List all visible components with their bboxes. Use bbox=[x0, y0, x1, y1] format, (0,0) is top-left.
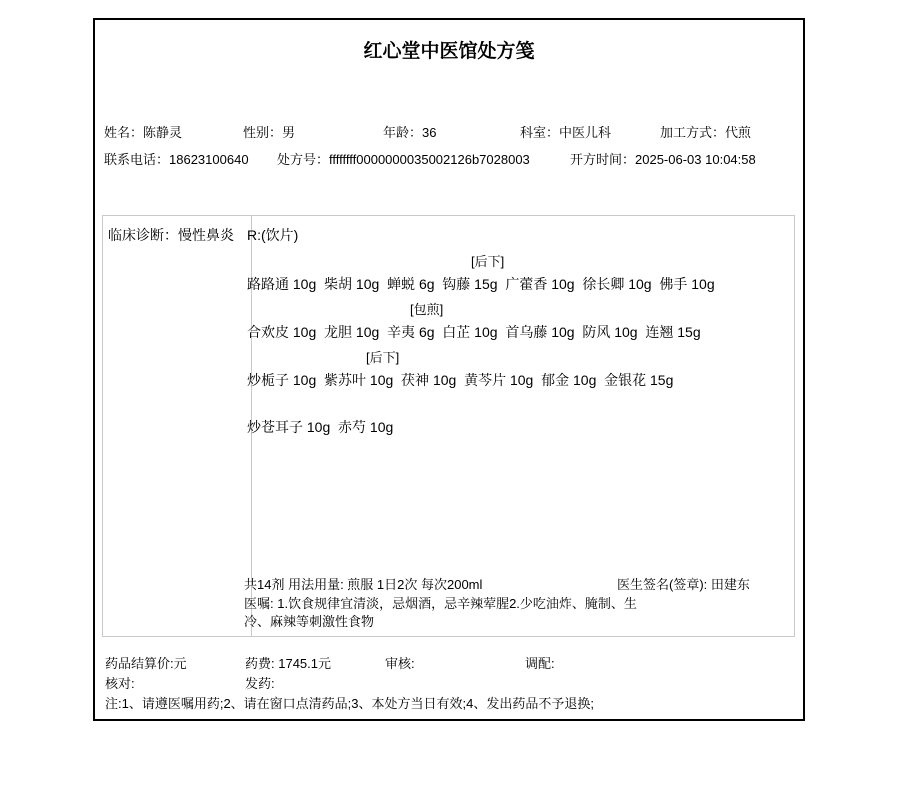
rx-number-value: ffffffff0000000035002126b7028003 bbox=[329, 152, 530, 167]
patient-name-field bbox=[104, 125, 182, 141]
issue-time-field bbox=[570, 152, 756, 168]
patient-department-label: 科室： bbox=[520, 125, 560, 140]
rx-number-label: 处方号： bbox=[277, 152, 330, 167]
patient-age-field bbox=[383, 125, 436, 141]
patient-department-field bbox=[520, 125, 611, 141]
fee-value: 1745.1元 bbox=[278, 656, 331, 671]
check-field: 核对: bbox=[105, 676, 135, 691]
settle-price-value: 元 bbox=[173, 656, 187, 671]
medical-advice: 医嘱: 1.饮食规律宜清淡，忌烟酒，忌辛辣荤腥2.少吃油炸、腌制、生冷、麻辣等刺激性食物 bbox=[244, 596, 637, 629]
contact-phone-field bbox=[104, 152, 249, 168]
fee-label: 药费: bbox=[245, 656, 279, 671]
prepare-field: 调配: bbox=[525, 656, 555, 671]
herb-line: 合欢皮 10g 龙胆 10g 辛夷 6g 白芷 10g 首乌藤 10g 防风 10g 连翘 15g bbox=[247, 324, 701, 340]
page-title: 红心堂中医馆处方笺 bbox=[363, 41, 535, 62]
patient-gender-field bbox=[243, 125, 295, 141]
settle-price-label: 药品结算价: bbox=[105, 656, 174, 671]
herb-line: 路路通 10g 柴胡 10g 蝉蜕 6g 钩藤 15g 广藿香 10g 徐长卿 10g 佛手 10g bbox=[247, 276, 715, 292]
patient-age-label: 年龄： bbox=[383, 125, 423, 140]
rx-header: R:(饮片) bbox=[247, 227, 299, 243]
audit-field: 审核: bbox=[385, 656, 415, 671]
dispense-field: 发药: bbox=[245, 676, 275, 691]
decoct-tag: [包煎] bbox=[410, 302, 444, 317]
processing-method-label: 加工方式： bbox=[660, 125, 726, 140]
patient-gender-value: 男 bbox=[282, 125, 296, 140]
note-line: 注:1、请遵医嘱用药;2、请在窗口点清药品;3、本处方当日有效;4、发出药品不予退换; bbox=[105, 696, 594, 711]
doctor-signature-label: 医生签名(签章): bbox=[617, 577, 711, 592]
contact-phone-label: 联系电话： bbox=[104, 152, 170, 167]
prescription-table bbox=[102, 215, 795, 637]
diagnosis-label: 临床诊断： bbox=[108, 227, 178, 243]
doctor-signature-value: 田建东 bbox=[710, 577, 750, 592]
fee-field bbox=[245, 656, 331, 672]
processing-method-value: 代煎 bbox=[725, 125, 752, 140]
usage-line: 共14剂 用法用量: 煎服 1日2次 每次200ml bbox=[244, 577, 483, 592]
decoct-tag: [后下] bbox=[366, 350, 400, 365]
patient-age-value: 36 bbox=[422, 125, 437, 140]
diagnosis-cell bbox=[103, 216, 252, 636]
herb-line: 炒栀子 10g 紫苏叶 10g 茯神 10g 黄芩片 10g 郁金 10g 金银花 15g bbox=[247, 372, 674, 388]
patient-department-value: 中医儿科 bbox=[559, 125, 612, 140]
rx-cell bbox=[243, 216, 794, 636]
issue-time-value: 2025-06-03 10:04:58 bbox=[635, 152, 756, 167]
herb-line: 炒苍耳子 10g 赤芍 10g bbox=[247, 419, 394, 435]
doctor-signature-field bbox=[617, 577, 750, 593]
patient-gender-label: 性别： bbox=[243, 125, 283, 140]
diagnosis-value: 慢性鼻炎 bbox=[178, 227, 234, 243]
rx-number-field bbox=[277, 152, 530, 168]
issue-time-label: 开方时间： bbox=[570, 152, 636, 167]
decoct-tag: [后下] bbox=[471, 254, 505, 269]
processing-method-field bbox=[660, 125, 751, 141]
patient-name-label: 姓名： bbox=[104, 125, 144, 140]
prescription-sheet bbox=[93, 18, 805, 721]
patient-name-value: 陈静灵 bbox=[143, 125, 183, 140]
contact-phone-value: 18623100640 bbox=[169, 152, 249, 167]
settle-price-field bbox=[105, 656, 187, 672]
